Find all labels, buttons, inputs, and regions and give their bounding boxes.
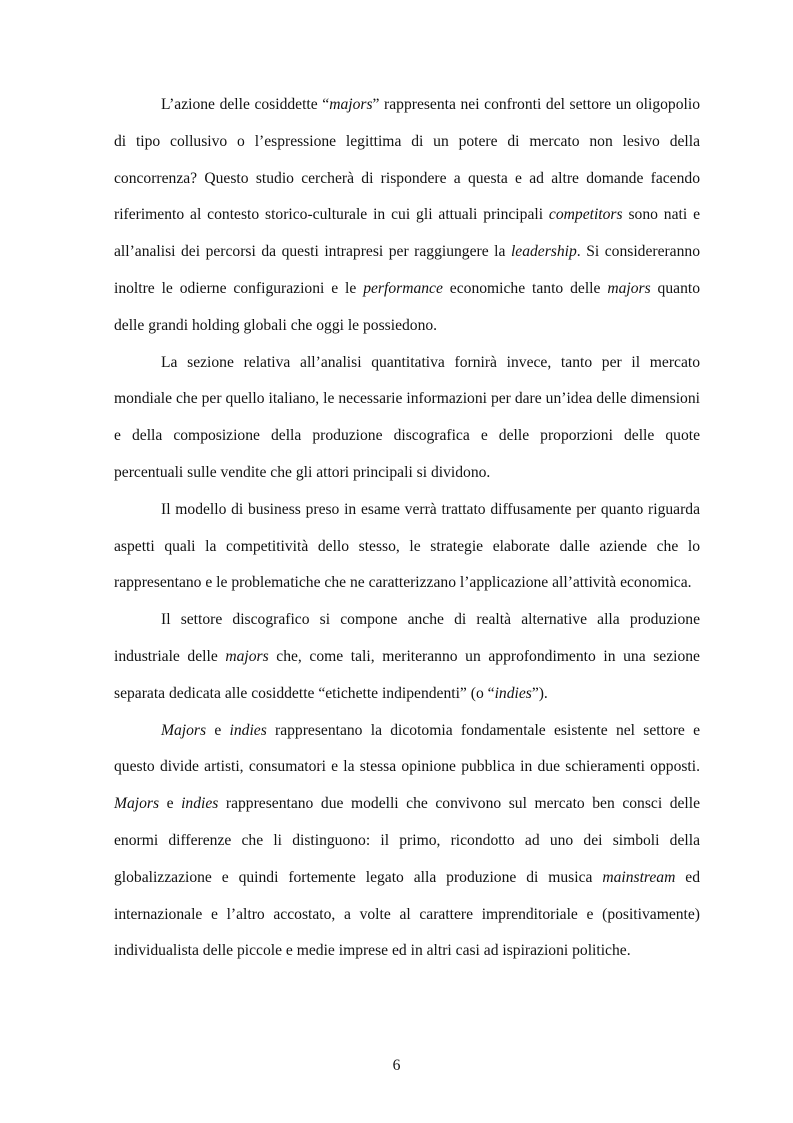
text-run: economiche tanto delle [442,279,608,297]
italic-term: Majors [161,721,207,739]
page-number: 6 [392,1057,401,1074]
text-run: La sezione relativa all’analisi quantitativa fornirà invece, tanto per il mercato mondiale che per quello italiano, le necessarie informazioni per dare un’idea delle dimensioni e della composizione della produzione discografica e delle proporzioni delle quote percentuali sulle vendite che gli attori principali si dividono. [114,353,700,481]
italic-term: indies [494,684,532,702]
text-run: ”). [531,684,548,702]
text-run: ed internazionale e l’altro accostato, a volte al carattere imprenditoriale e (positivamente) individualista delle piccole e medie imprese ed in altri casi ad ispirazioni politiche. [114,868,700,960]
text-run: . Si considereranno inoltre le odierne configurazioni e le [114,243,700,297]
text-run: rappresentano due modelli che convivono sul mercato ben consci delle enormi differenze che li distinguono: il primo, ricondotto ad uno dei simboli della globalizzazione e quindi fortemente legato alla produzione di musica [114,795,701,886]
text-run: e [206,721,230,739]
paragraph [114,87,700,345]
text-run: Il settore discografico si compone anche di realtà alternative alla produzione industriale delle [114,611,700,665]
text-run: e [159,795,182,813]
italic-term: leadership [510,243,577,261]
text-run: Il modello di business preso in esame verrà trattato diffusamente per quanto riguarda aspetti quali la competitività dello stesso, le strategie elaborate dalle aziende che lo rappresentano e le problematiche che ne caratterizzano l’applicazione all’attività economica. [114,500,700,592]
paragraph [114,713,700,971]
paragraph [114,602,700,712]
text-run: sono nati e all’analisi dei percorsi da questi intrapresi per raggiungere la [114,206,700,261]
text-run: quanto delle grandi holding globali che oggi le possiedono. [114,279,700,334]
text-run: che, come tali, meriteranno un approfondimento in una sezione separata dedicata alle cosiddette “etichette indipendenti” (o “ [114,647,700,702]
italic-term: majors [225,647,269,665]
italic-term: mainstream [602,868,676,886]
italic-term: indies [229,721,267,739]
italic-term: competitors [548,206,623,224]
document-body [114,87,700,970]
paragraph [114,492,700,602]
italic-term: performance [363,279,443,297]
paragraph [114,345,700,492]
text-run: ” rappresenta nei confronti del settore un oligopolio di tipo collusivo o l’espressione legittima di un potere di mercato non lesivo della concorrenza? Questo studio cercherà di rispondere a questa e ad altre domande facendo riferimento al contesto storico-culturale in cui gli attuali principali [114,96,700,224]
italic-term: majors [607,279,651,297]
italic-term: indies [181,795,219,813]
text-run: L’azione delle cosiddette “ [161,96,330,113]
italic-term: Majors [114,795,160,813]
text-run: rappresentano la dicotomia fondamentale esistente nel settore e questo divide artisti, consumatori e la stessa opinione pubblica in due schieramenti opposti. [114,721,701,776]
italic-term: majors [329,96,373,113]
